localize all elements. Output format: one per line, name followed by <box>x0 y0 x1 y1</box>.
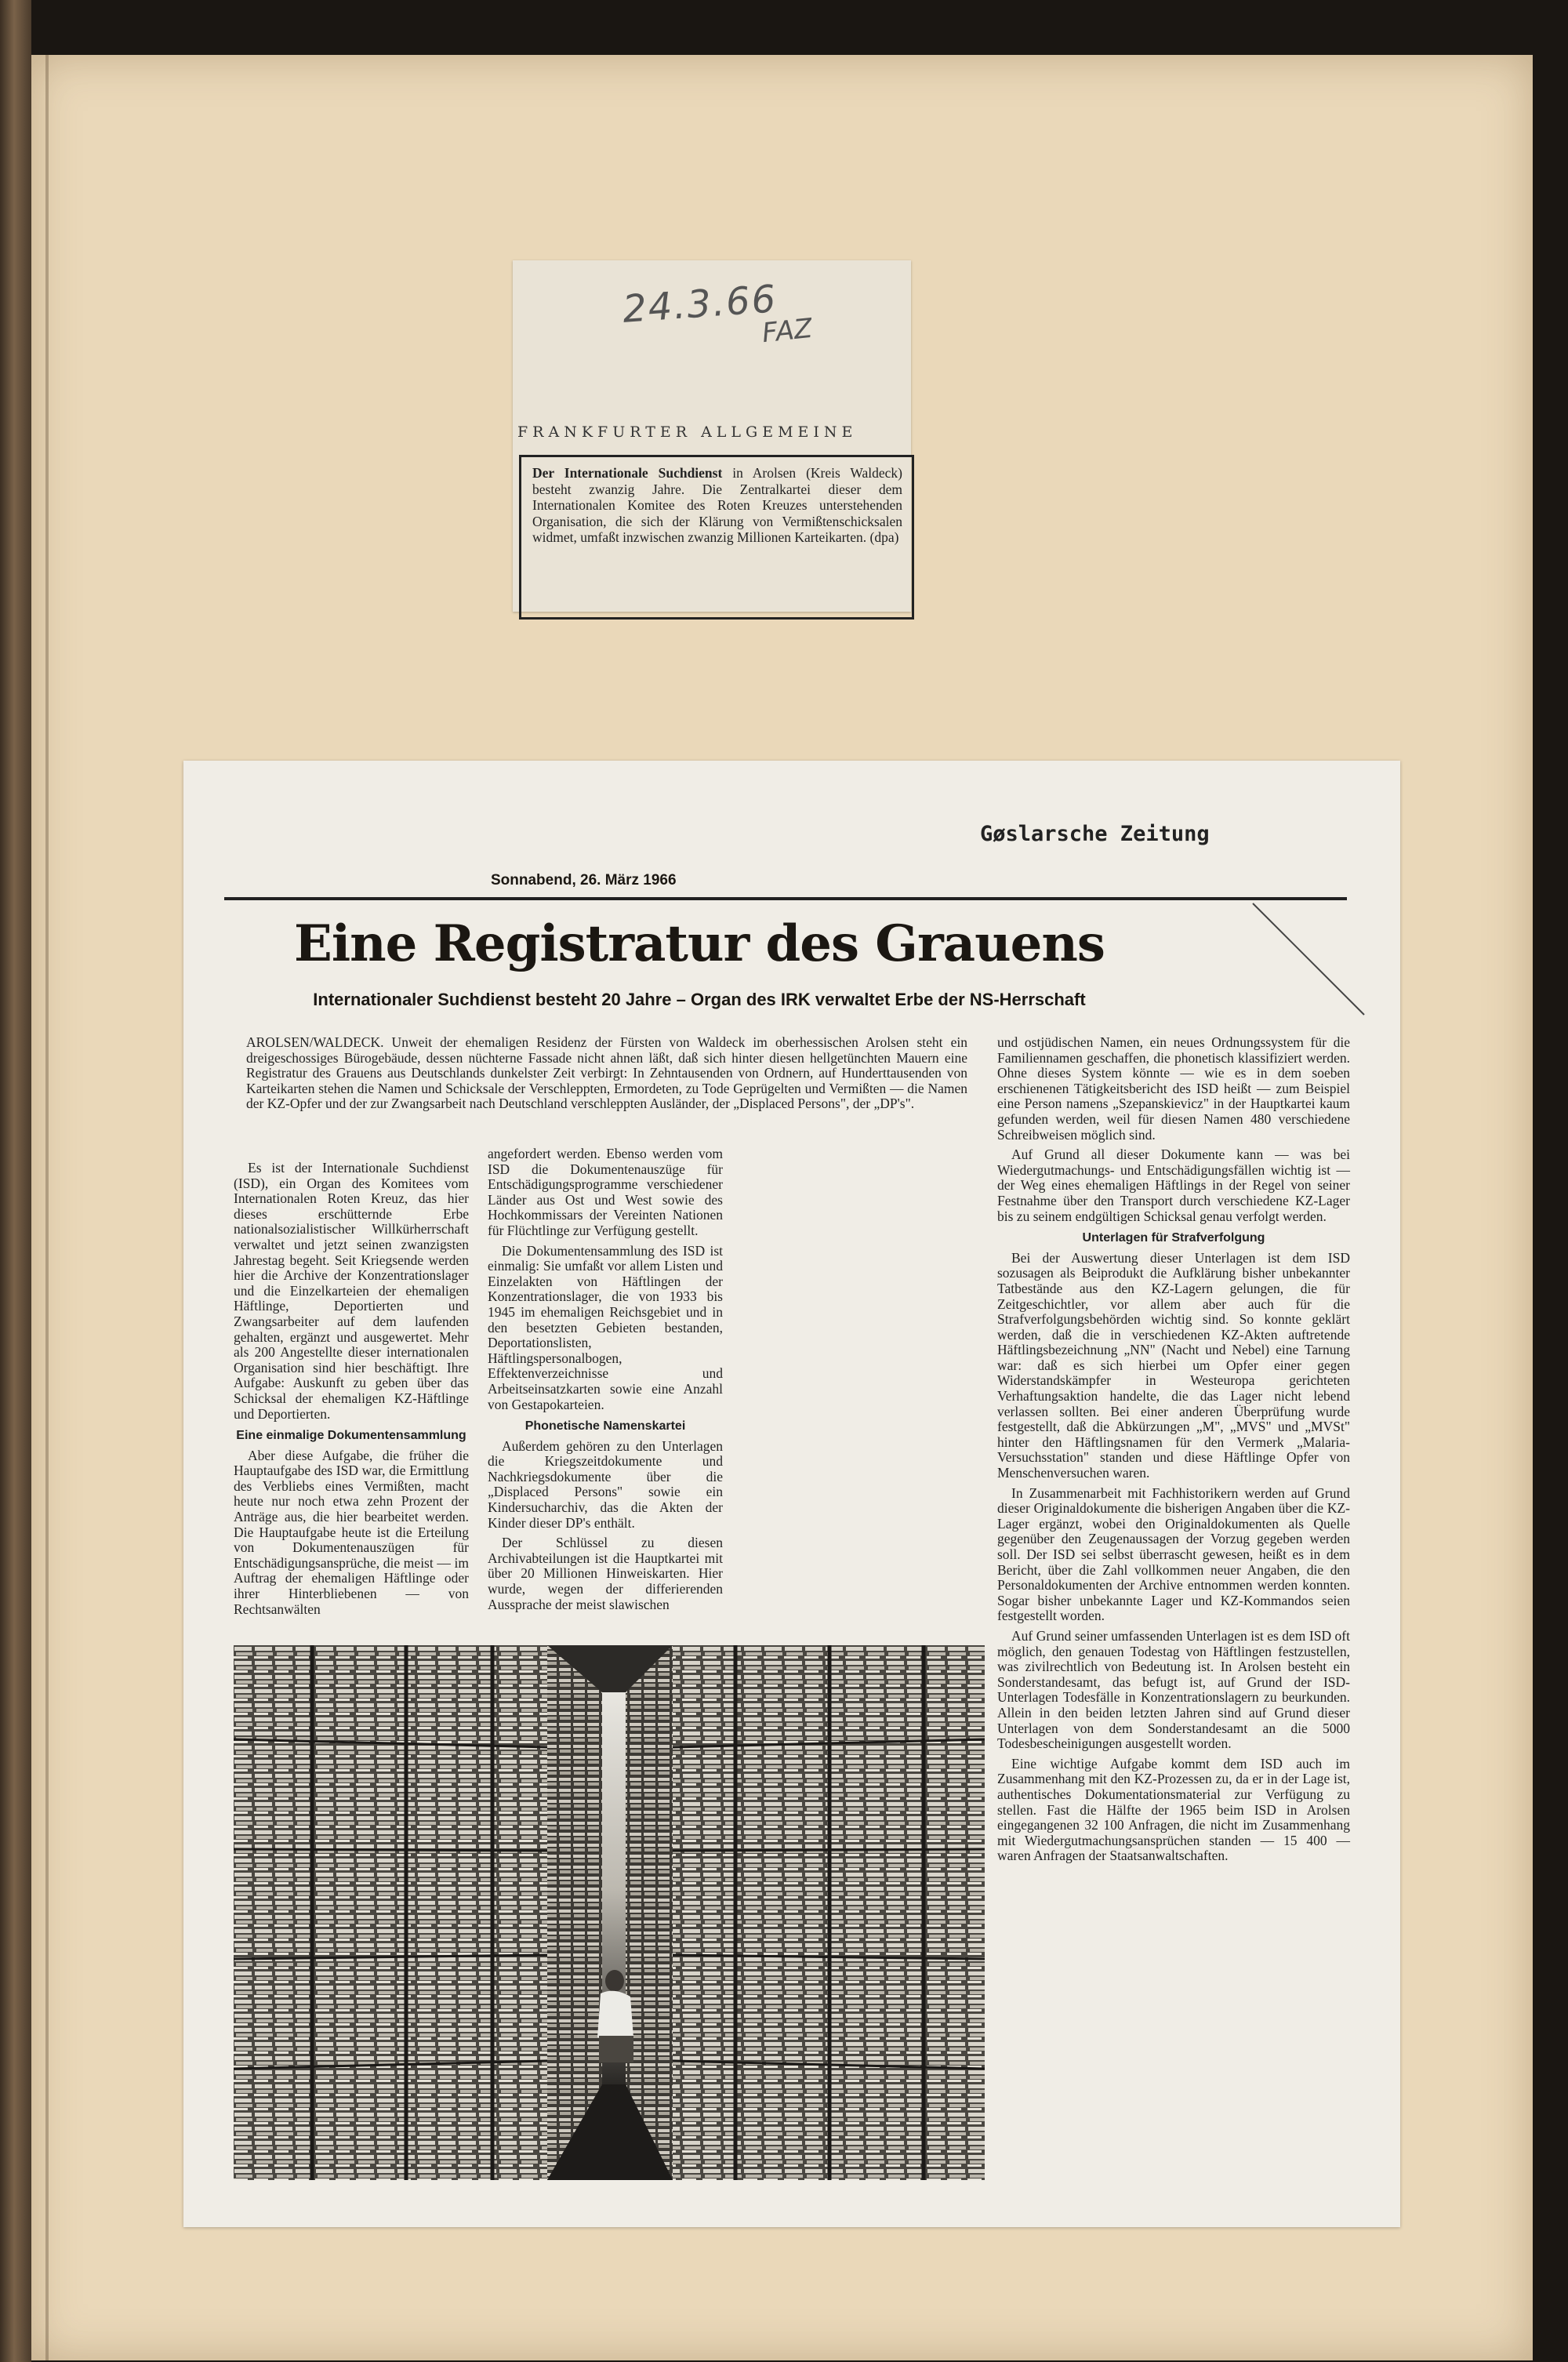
faz-lead: Der Internationale Suchdienst <box>532 465 723 481</box>
page-fold-line <box>45 55 49 2360</box>
faz-news-item <box>519 455 914 620</box>
intro-paragraph: AROLSEN/WALDECK. Unweit der ehemaligen Residenz der Fürsten von Waldeck im oberhessischen Arolsen steht ein dreigeschossiges Bürogebäude, dessen nüchterne Fassade nicht ahnen läßt, daß sich hinter diesen hellgetünchten Mauern eine Registratur des Grauens aus Deutschlands dunkelster Zeit verbirgt: In Zehntausenden von Ordnern, auf Hunderttausenden von Karteikarten stehen die Namen und Schicksale der Verschleppten, Ermordeten, zu Tode Geprügelten und Vermißten — die Namen der KZ-Opfer und der zur Zwangsarbeit nach Deutschland verschleppten Ausländer, der „Displaced Persons", der „DP's". <box>246 1034 967 1112</box>
header-rule <box>224 897 1347 900</box>
faz-clipping <box>513 260 911 612</box>
article-column-2 <box>488 1146 723 1617</box>
handwritten-source: FAZ <box>760 312 815 350</box>
issue-date: Sonnabend, 26. März 1966 <box>491 872 677 888</box>
album-page <box>31 55 1533 2360</box>
article-intro <box>246 1035 967 1117</box>
col3-paragraph-4: In Zusammenarbeit mit Fachhistorikern werden auf Grund dieser Originaldokumente die bisherigen Angaben über die KZ-Lager ergänzt, wobei den Originaldokumenten als Quelle gegenüber den Zeugenaussagen der Vorzug gegeben werden soll. Der ISD sei selbst überrascht gewesen, heißt es in dem Bericht, über die Zahl vollkommen neuer Angaben, die den Personaldokumenten der Archive entnommen werden konnten. Sogar bisher unbekannte Lager und KZ-Kommandos seien festgestellt worden. <box>997 1484 1350 1624</box>
col3-paragraph-5: Auf Grund seiner umfassenden Unterlagen ist es dem ISD oft möglich, den genauen Todestag von Häftlingen festzustellen, was zivilrechtlich von Bedeutung ist. In Arolsen besteht ein Sonderstandesamt, das befugt ist, auf Grund der ISD-Unterlagen Todesfälle in Konzentrationslagern zu beurkunden. Allein in den beiden letzten Jahren sind auf Grund dieser Unterlagen von dem Sonderstandesamt an die 5000 Todesbescheinigungen ausgestellt worden. <box>997 1627 1350 1752</box>
col2-paragraph-4: Der Schlüssel zu diesen Archivabteilungen ist die Hauptkartei mit über 20 Millionen Hinweiskarten. Hier wurde, wegen der differierenden Aussprache der meist slawischen <box>488 1535 723 1612</box>
col3-paragraph-3: Bei der Auswertung dieser Unterlagen ist dem ISD sozusagen als Beiprodukt die Aufklärung bisher unbekannter Tatbestände aus den KZ-Lagern gelungen, die für Zeitgeschichtler, vor allem aber auch für die Strafverfolgungsbehörden wichtig sind. So konnte geklärt werden, daß die in verschiedenen KZ-Akten auftretende Häftlingsbezeichnung „NN" (Nacht und Nebel) eine Tarnung war: daß es sich hierbei um Opfer einer gegen Widerstandskämpfer in Westeuropa gerichteten Verhaftungsaktion handelte, die das Lager nicht lebend verlassen sollten. Bei einer anderen Überprüfung wurde festgestellt, daß die Abkürzungen „M", „MVS" und „MVSt" hinter den Häftlingsnamen für den Vermerk „Malaria-Versuchsstation" standen und diese Häftlinge Opfer von Menschenversuchen waren. <box>997 1249 1350 1481</box>
archive-photograph <box>234 1645 985 2180</box>
article-column-3 <box>997 1035 1350 1869</box>
faz-text: in Arolsen (Kreis Waldeck) besteht zwanzig Jahre. Die Zentralkartei dieser dem Internationalen Komitee des Roten Kreuzes unterstehenden Organisation, die sich der Klärung von Vermißtenschicksalen widmet, umfaßt inzwischen zwanzig Millionen Karteikarten. (dpa) <box>532 465 903 545</box>
diagonal-pen-line <box>1247 900 1372 1018</box>
col2-paragraph-1: angefordert werden. Ebenso werden vom ISD die Dokumentenauszüge für Entschädigungsprogramme verschiedener Länder aus Ost und West sowie des Hochkommissars der Vereinten Nationen für Flüchtlinge zur Verfügung gestellt. <box>488 1146 723 1238</box>
col2-paragraph-3: Außerdem gehören zu den Unterlagen die Kriegszeitdokumente und Nachkriegsdokumente über die „Displaced Persons" sowie ein Kindersucharchiv, das die Akten der Kinder dieser DP's enthält. <box>488 1437 723 1531</box>
col1-paragraph-2: Aber diese Aufgabe, die früher die Hauptaufgabe des ISD war, die Ermittlung des Verbliebs eines Vermißten, macht heute nur noch etwa zehn Prozent der Anträge aus, die hier bearbeitet werden. Die Hauptaufgabe heute ist die Erteilung von Dokumentenauszügen für Entschädigungsansprüche, die meist — im Auftrag der ehemaligen Häftlinge oder ihrer Hinterbliebenen — von Rechtsanwälten <box>234 1447 469 1617</box>
binder-edge <box>0 0 31 2362</box>
newspaper-source-stamp: Gøslarsche Zeitung <box>980 822 1210 846</box>
col3-paragraph-6: Eine wichtige Aufgabe kommt dem ISD auch im Zusammenhang mit den KZ-Prozessen zu, da er in der Lage ist, authentisches Dokumentationsmaterial zur Verfügung zu stellen. Fast die Hälfte der 1965 beim ISD in Arolsen eingegangenen 32 100 Anfragen, die nicht im Zusammenhang mit Wiedergutmachungsansprüchen standen — 15 400 — waren Anfragen der Staatsanwaltschaften. <box>997 1755 1350 1864</box>
article-column-1 <box>234 1161 469 1622</box>
col1-subheading: Eine einmalige Dokumentensammlung <box>236 1429 466 1443</box>
col1-paragraph-1: Es ist der Internationale Suchdienst (ISD), ein Organ des Komitees vom Internationalen Roten Kreuz, das hier dieses erschütternde Erbe nationalsozialistischer Willkürherrschaft verwaltet und jetzt seinen zwanzigsten Jahrestag begeht. Seit Kriegsende werden hier die Archive der Konzentrationslager und die Einzelkarteien der ehemaligen Häftlinge, Deportierten und Zwangsarbeiter auf dem laufenden gehalten, ergänzt und ausgewertet. Mehr als 200 Angestellte dieser internationalen Organisation sind hier beschäftigt. Ihre Aufgabe: Auskunft zu geben über das Schicksal der ehemaligen KZ-Häftlinge und Deportierten. <box>234 1160 469 1422</box>
col3-subheading: Unterlagen für Strafverfolgung <box>1082 1231 1265 1245</box>
faz-masthead: FRANKFURTER ALLGEMEINE <box>517 423 858 441</box>
col2-paragraph-2: Die Dokumentensammlung des ISD ist einmalig: Sie umfaßt vor allem Listen und Einzelakten von Häftlingen der Konzentrationslager, die von 1933 bis 1945 im ehemaligen Reichsgebiet und in den besetzten Gebieten bestanden, Deportationslisten, Häftlingspersonalbogen, Effektenverzeichnisse und Arbeitseinsatzkarten sowie eine Anzahl von Gestapokarteien. <box>488 1242 723 1412</box>
article-headline: Eine Registratur des Grauens <box>294 914 1105 973</box>
archive-shelves-image <box>234 1645 985 2180</box>
gz-clipping <box>183 761 1400 2227</box>
handwritten-date: 24.3.66 <box>621 277 779 332</box>
col2-subheading: Phonetische Namenskartei <box>524 1419 686 1434</box>
col3-paragraph-1: und ostjüdischen Namen, ein neues Ordnungssystem für die Familiennamen geschaffen, die phonetisch klassifiziert werden. Ohne dieses System könnte — wie es in dem soeben erschienenen Tätigkeitsbericht des ISD heißt — zum Beispiel eine Person namens „Szepanskievicz" in der Hauptkartei kaum gefunden werden, weil für diesen Namen 480 verschiedene Schreibweisen möglich sind. <box>997 1034 1350 1143</box>
article-subheadline: Internationaler Suchdienst besteht 20 Jahre – Organ des IRK verwaltet Erbe der NS-Herrschaft <box>313 990 1086 1009</box>
col3-paragraph-2: Auf Grund all dieser Dokumente kann — was bei Wiedergutmachungs- und Entschädigungsfällen wichtig ist — der Weg eines ehemaligen Häftlings in der Regel von seiner Festnahme über den Transport durch verschiedene KZ-Lager bis zu seinem endgültigen Schicksal genau verfolgt werden. <box>997 1146 1350 1224</box>
